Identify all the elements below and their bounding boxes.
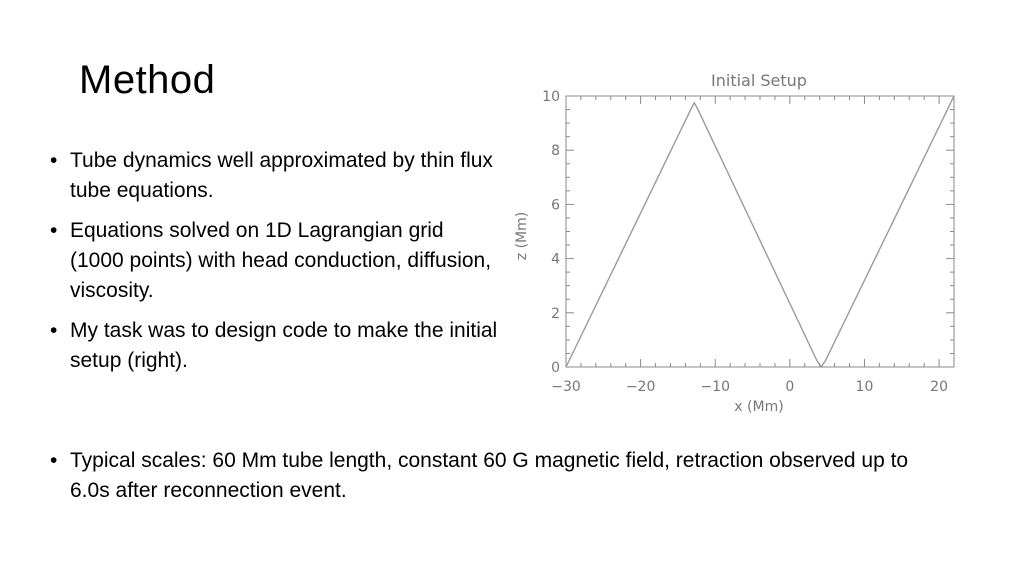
chart-title: Initial Setup	[711, 71, 807, 90]
y-tick-label: 6	[551, 197, 560, 214]
tick-marks	[566, 96, 954, 367]
plot-frame	[566, 96, 954, 367]
y-tick-label: 8	[551, 143, 560, 160]
bullet-item: • Tube dynamics well approximated by thin flux tube equations.	[50, 146, 500, 206]
bullet-item: • Typical scales: 60 Mm tube length, constant 60 G magnetic field, retraction observed up to 6.0s after reconnection event.	[50, 446, 950, 506]
x-tick-label: −30	[551, 379, 581, 395]
x-tick-label: 0	[785, 379, 795, 395]
y-tick-label: 4	[551, 251, 560, 268]
x-axis-label: x (Mm)	[734, 399, 784, 415]
y-tick-label: 2	[551, 305, 560, 322]
initial-setup-chart	[505, 66, 965, 416]
bullet-item: • Equations solved on 1D Lagrangian grid (1000 points) with head conduction, diffusion, viscosity.	[50, 216, 500, 306]
x-tick-label: 10	[855, 379, 874, 395]
series-line	[566, 96, 954, 367]
bullet-item: • My task was to design code to make the initial setup (right).	[50, 316, 500, 376]
bottom-bullet-list	[50, 446, 950, 516]
y-tick-label: 10	[542, 89, 560, 105]
tick-labels	[542, 89, 948, 395]
y-axis-label: z (Mm)	[514, 211, 530, 261]
slide-title: Method	[79, 58, 216, 102]
bullet-list	[50, 146, 500, 386]
x-tick-label: 20	[930, 379, 948, 395]
y-tick-label: 0	[551, 360, 560, 376]
x-tick-label: −20	[625, 379, 656, 395]
x-tick-label: −10	[700, 379, 731, 395]
